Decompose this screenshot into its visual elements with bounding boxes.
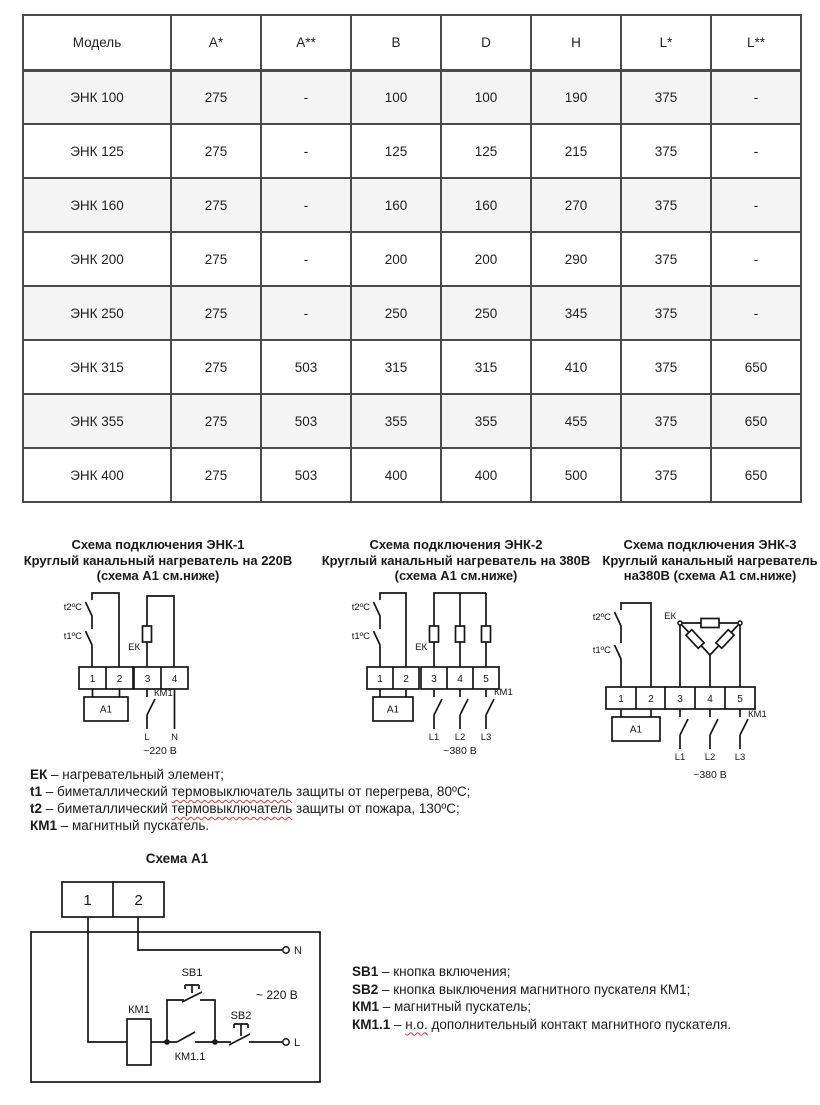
phase-label: L bbox=[294, 1037, 301, 1049]
enk3-wiring-diagram bbox=[588, 588, 818, 793]
table-cell: 275 bbox=[171, 70, 261, 124]
table-cell: - bbox=[711, 70, 801, 124]
table-cell: 503 bbox=[261, 340, 351, 394]
table-cell: - bbox=[261, 232, 351, 286]
terminal-number: 2 bbox=[403, 674, 409, 685]
l1-label: L1 bbox=[674, 752, 686, 763]
coil-km1 bbox=[127, 1019, 151, 1065]
enk1-wiring-diagram bbox=[30, 588, 260, 758]
table-row bbox=[23, 178, 801, 232]
table-cell: 290 bbox=[531, 232, 621, 286]
components-legend bbox=[30, 766, 470, 834]
legend-term: SB2 bbox=[352, 981, 379, 997]
column-header: Модель bbox=[23, 15, 171, 70]
table-cell: - bbox=[711, 124, 801, 178]
terminal-number: 5 bbox=[483, 674, 489, 685]
table-cell: 400 bbox=[441, 448, 531, 502]
table-cell: 250 bbox=[351, 286, 441, 340]
thermal-switches-loop bbox=[374, 593, 407, 667]
title-line: Круглый канальный нагреватель на 220В bbox=[23, 552, 293, 568]
title-line: Схема подключения ЭНК-2 bbox=[369, 537, 543, 552]
table-cell: 345 bbox=[531, 286, 621, 340]
legend-line: КМ1 – магнитный пускатель; bbox=[352, 999, 532, 1014]
legend-line: КМ1 – магнитный пускатель. bbox=[30, 818, 210, 833]
table-cell: 275 bbox=[171, 340, 261, 394]
km1-label: КМ1 bbox=[128, 1004, 150, 1016]
table-cell: 503 bbox=[261, 394, 351, 448]
table-cell: 375 bbox=[621, 124, 711, 178]
sb1-label: SB1 bbox=[181, 967, 203, 979]
table-cell: 160 bbox=[441, 178, 531, 232]
spec-table-body bbox=[23, 70, 801, 502]
t1-label: t1ºС bbox=[63, 631, 82, 642]
table-cell: 100 bbox=[441, 70, 531, 124]
table-cell: 315 bbox=[441, 340, 531, 394]
legend-line: t2 – биметаллический термовыключатель защиты от пожара, 130ºС; bbox=[30, 801, 460, 816]
table-cell: 400 bbox=[351, 448, 441, 502]
km11-label: КМ1.1 bbox=[174, 1051, 206, 1063]
legend-term: t2 bbox=[30, 801, 43, 816]
t2-label: t2ºС bbox=[63, 602, 82, 613]
enk2-diagram-title bbox=[306, 537, 606, 584]
voltage-label: ~220 В bbox=[143, 745, 177, 757]
phase-terminal bbox=[283, 1039, 289, 1045]
table-cell: 275 bbox=[171, 448, 261, 502]
legend-line: SB2 – кнопка выключения магнитного пускателя КМ1; bbox=[352, 981, 691, 997]
phase-label: L bbox=[144, 732, 150, 743]
table-cell: ЭНК 125 bbox=[23, 124, 171, 178]
legend-line: SB1 – кнопка включения; bbox=[352, 964, 511, 979]
terminal-number: 2 bbox=[134, 892, 143, 909]
table-cell: 200 bbox=[441, 232, 531, 286]
spellcheck-marked-word: термовыключатель bbox=[171, 784, 293, 799]
voltage-label: ~380 В bbox=[693, 769, 727, 781]
title-line: Круглый канальный нагреватель bbox=[602, 552, 818, 568]
terminal-number: 4 bbox=[171, 674, 178, 685]
heater-elements-ek bbox=[430, 593, 491, 667]
table-cell: 455 bbox=[531, 394, 621, 448]
table-cell: 410 bbox=[531, 340, 621, 394]
column-header: L* bbox=[621, 15, 711, 70]
terminal-number: 5 bbox=[737, 694, 743, 705]
legend-term: КМ1 bbox=[30, 818, 57, 833]
heater-element-ek bbox=[143, 596, 175, 667]
t2-label: t2ºС bbox=[351, 602, 370, 613]
spec-table bbox=[22, 14, 802, 503]
neutral-label: N bbox=[294, 945, 302, 957]
terminal-number: 2 bbox=[648, 694, 654, 705]
terminal-number: 3 bbox=[431, 674, 437, 685]
legend-term: ЕК bbox=[30, 767, 48, 782]
table-cell: ЭНК 200 bbox=[23, 232, 171, 286]
contactor-contacts-km1 bbox=[680, 709, 748, 749]
voltage-label: ~380 В bbox=[443, 745, 477, 757]
a1-label: А1 bbox=[99, 704, 113, 716]
terminal-number: 1 bbox=[377, 674, 383, 685]
table-cell: 160 bbox=[351, 178, 441, 232]
table-cell: 650 bbox=[711, 448, 801, 502]
legend-term: КМ1.1 bbox=[352, 1016, 391, 1032]
ek-label: ЕК bbox=[128, 642, 140, 653]
l3-label: L3 bbox=[734, 752, 746, 763]
table-cell: ЭНК 315 bbox=[23, 340, 171, 394]
ek-label: ЕК bbox=[664, 611, 676, 622]
thermal-switches-loop bbox=[86, 593, 120, 667]
table-cell: 650 bbox=[711, 340, 801, 394]
table-cell: 375 bbox=[621, 178, 711, 232]
km1-label: КМ1 bbox=[748, 709, 767, 720]
table-cell: 355 bbox=[441, 394, 531, 448]
legend-term: t1 bbox=[30, 784, 43, 799]
column-header: B bbox=[351, 15, 441, 70]
voltage-label: ~ 220 В bbox=[256, 988, 298, 1002]
terminal-number: 2 bbox=[116, 674, 123, 685]
column-header: L** bbox=[711, 15, 801, 70]
table-cell: 375 bbox=[621, 232, 711, 286]
terminal-number: 3 bbox=[144, 674, 151, 685]
a1-label: А1 bbox=[629, 724, 643, 736]
column-header: D bbox=[441, 15, 531, 70]
table-row bbox=[23, 232, 801, 286]
heater-elements-delta bbox=[678, 619, 742, 688]
legend-term: SB1 bbox=[352, 964, 379, 979]
schema-a1-title: Схема А1 bbox=[145, 851, 209, 866]
table-row bbox=[23, 394, 801, 448]
terminal-block bbox=[62, 882, 164, 917]
table-cell: 100 bbox=[351, 70, 441, 124]
table-cell: ЭНК 100 bbox=[23, 70, 171, 124]
table-cell: 275 bbox=[171, 232, 261, 286]
title-line: Схема подключения ЭНК-3 bbox=[623, 537, 797, 552]
schema-legend bbox=[352, 963, 812, 1033]
t2-label: t2ºС bbox=[592, 612, 611, 623]
spellcheck-marked-word: н.о. bbox=[405, 1016, 428, 1032]
legend-line: t1 – биметаллический термовыключатель защиты от перегрева, 80ºС; bbox=[30, 784, 471, 799]
table-cell: - bbox=[261, 70, 351, 124]
table-row bbox=[23, 124, 801, 178]
table-cell: 275 bbox=[171, 178, 261, 232]
sb2-label: SB2 bbox=[230, 1010, 252, 1022]
table-cell: 250 bbox=[441, 286, 531, 340]
column-header: H bbox=[531, 15, 621, 70]
table-cell: 500 bbox=[531, 448, 621, 502]
table-cell: 270 bbox=[531, 178, 621, 232]
table-row bbox=[23, 286, 801, 340]
table-cell: 275 bbox=[171, 394, 261, 448]
table-cell: - bbox=[261, 286, 351, 340]
title-line: на380В (схема А1 см.ниже) bbox=[623, 568, 797, 583]
table-cell: ЭНК 355 bbox=[23, 394, 171, 448]
title-line: (схема А1 см.ниже) bbox=[96, 568, 220, 583]
terminal-number: 1 bbox=[618, 694, 624, 705]
neutral-label: N bbox=[171, 732, 178, 743]
table-cell: - bbox=[261, 178, 351, 232]
table-cell: 375 bbox=[621, 340, 711, 394]
table-cell: - bbox=[711, 232, 801, 286]
terminal-number: 1 bbox=[89, 674, 96, 685]
enk1-diagram-title bbox=[8, 537, 308, 584]
thermal-switches-loop bbox=[615, 603, 652, 687]
terminal-number: 4 bbox=[457, 674, 463, 685]
table-cell: 275 bbox=[171, 124, 261, 178]
title-line: Схема подключения ЭНК-1 bbox=[71, 537, 245, 552]
table-cell: 190 bbox=[531, 70, 621, 124]
column-header: A** bbox=[261, 15, 351, 70]
table-row bbox=[23, 340, 801, 394]
table-cell: - bbox=[711, 286, 801, 340]
terminal-number: 1 bbox=[83, 892, 92, 909]
table-cell: 200 bbox=[351, 232, 441, 286]
l1-label: L1 bbox=[428, 732, 440, 743]
table-cell: 375 bbox=[621, 394, 711, 448]
legend-line: КМ1.1 – н.о. дополнительный контакт магнитного пускателя. bbox=[352, 1016, 732, 1032]
table-cell: 375 bbox=[621, 70, 711, 124]
table-cell: 650 bbox=[711, 394, 801, 448]
title-line: Круглый канальный нагреватель на 380В bbox=[321, 552, 591, 568]
enk2-wiring-diagram bbox=[348, 588, 578, 758]
terminal-number: 4 bbox=[707, 694, 713, 705]
table-cell: ЭНК 160 bbox=[23, 178, 171, 232]
table-cell: 375 bbox=[621, 286, 711, 340]
ek-label: ЕК bbox=[415, 642, 427, 653]
table-cell: ЭНК 400 bbox=[23, 448, 171, 502]
legend-term: КМ1 bbox=[352, 999, 379, 1014]
a1-label: А1 bbox=[386, 704, 400, 716]
spec-table-header-row bbox=[23, 15, 801, 70]
neutral-terminal bbox=[283, 947, 289, 953]
spellcheck-marked-word: термовыключатель bbox=[171, 801, 293, 816]
l2-label: L2 bbox=[454, 732, 466, 743]
table-cell: 375 bbox=[621, 448, 711, 502]
t1-label: t1ºС bbox=[592, 645, 611, 656]
column-header: A* bbox=[171, 15, 261, 70]
km1-label: КМ1 bbox=[154, 688, 173, 699]
table-cell: 275 bbox=[171, 286, 261, 340]
enk3-diagram-title bbox=[600, 537, 820, 584]
table-cell: 355 bbox=[351, 394, 441, 448]
table-cell: - bbox=[261, 124, 351, 178]
table-cell: - bbox=[711, 178, 801, 232]
contactor-contacts-km1 bbox=[434, 689, 494, 729]
l2-label: L2 bbox=[704, 752, 716, 763]
table-cell: 503 bbox=[261, 448, 351, 502]
title-line: (схема А1 см.ниже) bbox=[394, 568, 518, 583]
table-cell: 215 bbox=[531, 124, 621, 178]
t1-label: t1ºС bbox=[351, 631, 370, 642]
terminal-number: 3 bbox=[677, 694, 683, 705]
table-cell: 315 bbox=[351, 340, 441, 394]
table-cell: ЭНК 250 bbox=[23, 286, 171, 340]
km1-label: КМ1 bbox=[494, 687, 513, 698]
table-row bbox=[23, 448, 801, 502]
schema-a1-diagram bbox=[28, 872, 358, 1087]
table-cell: 125 bbox=[441, 124, 531, 178]
legend-line: ЕК – нагревательный элемент; bbox=[30, 767, 225, 782]
table-row bbox=[23, 70, 801, 124]
table-cell: 125 bbox=[351, 124, 441, 178]
l3-label: L3 bbox=[480, 732, 492, 743]
